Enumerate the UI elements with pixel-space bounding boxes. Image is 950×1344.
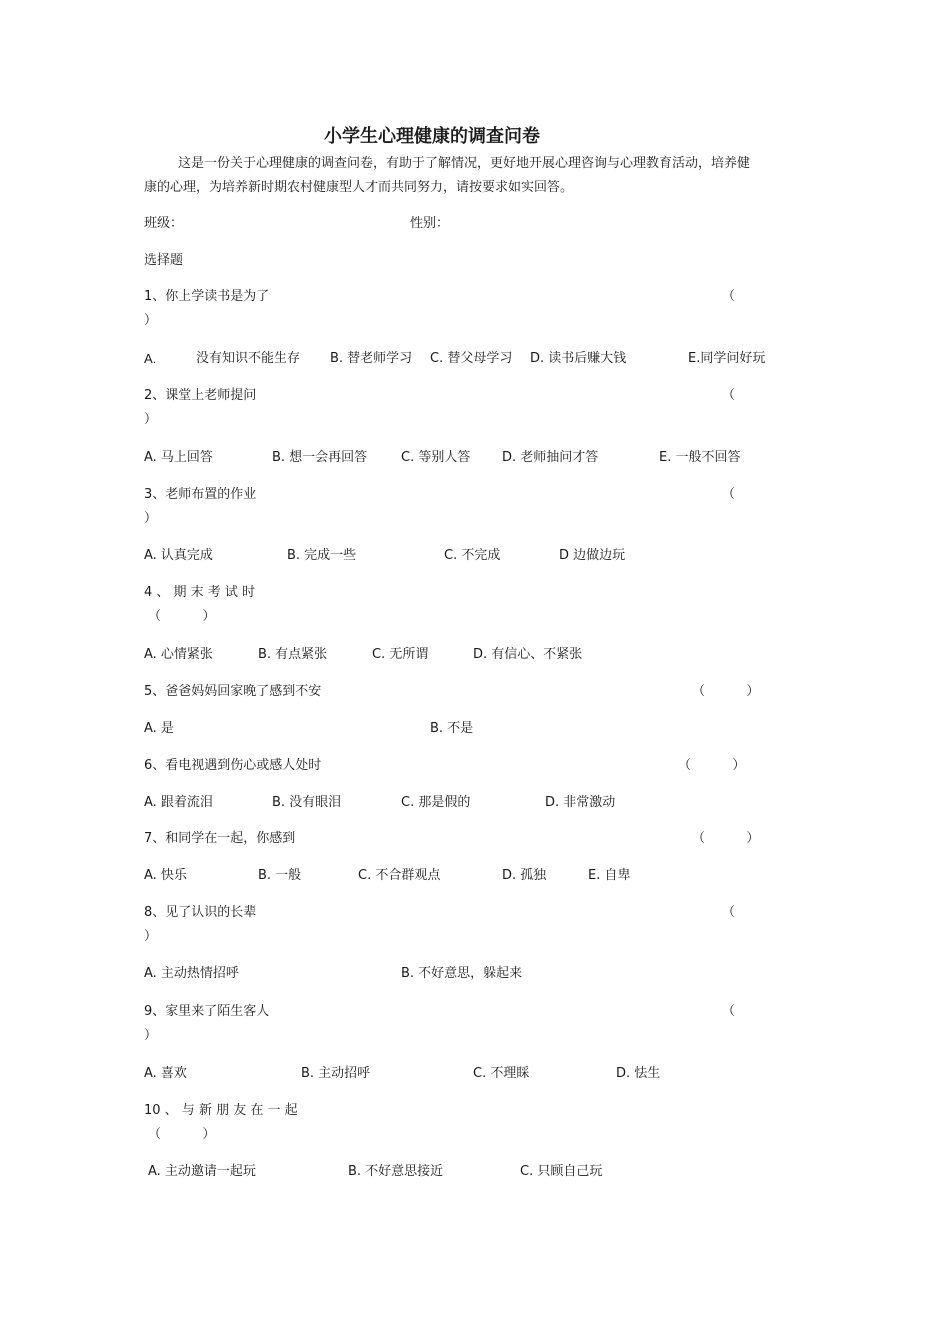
q2-option-b: B. 想一会再回答 [272,450,368,465]
q9-option-d: D. 怯生 [616,1066,661,1081]
question-2: 2、课堂上老师提问 [144,388,257,403]
answer-paren-5: （ ） [692,684,760,699]
q3-option-d: D 边做边玩 [559,548,626,563]
answer-paren-close-8: ） [144,929,158,944]
q4-option-c: C. 无所谓 [372,647,429,662]
q1-option-c: C. 替父母学习 [430,351,513,366]
q9-option-b: B. 主动招呼 [301,1066,371,1081]
q7-option-c: C. 不合群观点 [358,868,441,883]
q3-option-b: B. 完成一些 [287,548,357,563]
q6-option-c: C. 那是假的 [401,795,471,810]
question-8: 8、见了认识的长辈 [144,905,257,920]
answer-paren-10: （ ） [148,1127,216,1142]
q10-option-b: B. 不好意思接近 [348,1164,444,1179]
q6-option-a: A. 跟着流泪 [144,795,213,810]
q1-option-b: B. 替老师学习 [330,351,413,366]
answer-paren-close-3: ） [144,511,158,526]
q10-option-c: C. 只顾自己玩 [520,1164,603,1179]
q8-option-b: B. 不好意思，躲起来 [401,966,523,981]
question-6: 6、看电视遇到伤心或感人处时 [144,758,322,773]
intro-line-2: 康的心理，为培养新时期农村健康型人才而共同努力，请按要求如实回答。 [144,180,574,195]
answer-paren-open-1: （ [722,289,736,304]
q7-option-b: B. 一般 [258,868,302,883]
answer-paren-6: （ ） [678,758,746,773]
question-7: 7、和同学在一起，你感到 [144,831,296,846]
q6-option-d: D. 非常激动 [545,795,616,810]
q9-option-c: C. 不理睬 [473,1066,530,1081]
answer-paren-close-1: ） [144,313,158,328]
q2-option-c: C. 等别人答 [401,450,471,465]
answer-paren-4: （ ） [148,609,216,624]
q1-option-a-text: 没有知识不能生存 [196,351,301,366]
question-5: 5、爸爸妈妈回家晚了感到不安 [144,684,322,699]
answer-paren-open-2: （ [722,388,736,403]
q7-option-d: D. 孤独 [502,868,547,883]
answer-paren-open-9: （ [722,1004,736,1019]
q2-option-e: E. 一般不回答 [659,450,741,465]
answer-paren-7: （ ） [692,831,760,846]
q10-option-a: A. 主动邀请一起玩 [148,1164,256,1179]
q6-option-b: B. 没有眼泪 [272,795,342,810]
q4-option-a: A. 心情紧张 [144,647,213,662]
q2-option-d: D. 老师抽问才答 [502,450,599,465]
q5-option-b: B. 不是 [430,721,474,736]
q1-option-a: A. [144,351,157,366]
q4-option-d: D. 有信心、不紧张 [473,647,583,662]
question-1: 1、你上学读书是为了 [144,289,270,304]
q4-option-b: B. 有点紧张 [258,647,328,662]
q1-option-d: D. 读书后赚大钱 [530,351,627,366]
gender-field-label: 性别： [410,216,450,231]
intro-line-1: 这是一份关于心理健康的调查问卷，有助于了解情况，更好地开展心理咨询与心理教育活动，培养健 [178,156,751,171]
page-title: 小学生心理健康的调查问卷 [324,126,540,147]
answer-paren-open-8: （ [722,905,736,920]
q5-option-a: A. 是 [144,721,174,736]
q2-option-a: A. 马上回答 [144,450,213,465]
answer-paren-close-9: ） [144,1028,158,1043]
q1-option-e: E.同学问好玩 [688,351,766,366]
q8-option-a: A. 主动热情招呼 [144,966,239,981]
q3-option-a: A. 认真完成 [144,548,213,563]
question-4: 4 、 期 末 考 试 时 [144,585,256,600]
q7-option-e: E. 自卑 [588,868,631,883]
section-label: 选择题 [144,253,184,268]
q3-option-c: C. 不完成 [444,548,501,563]
answer-paren-open-3: （ [722,487,736,502]
question-9: 9、家里来了陌生客人 [144,1004,270,1019]
class-field-label: 班级： [144,216,184,231]
q9-option-a: A. 喜欢 [144,1066,187,1081]
question-10: 10 、 与 新 朋 友 在 一 起 [144,1103,298,1118]
q7-option-a: A. 快乐 [144,868,187,883]
answer-paren-close-2: ） [144,412,158,427]
question-3: 3、老师布置的作业 [144,487,257,502]
